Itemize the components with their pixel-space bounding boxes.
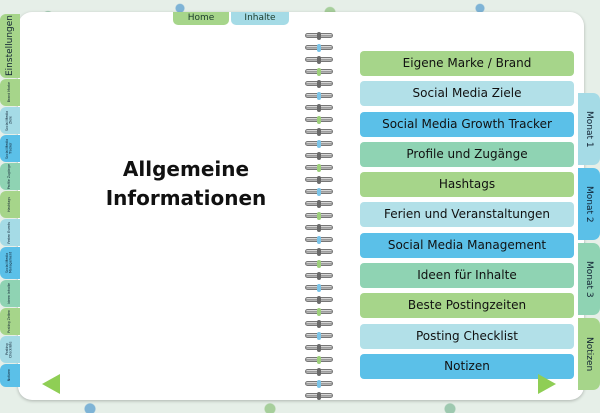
spiral-ring xyxy=(302,188,336,196)
spiral-ring xyxy=(302,260,336,268)
spiral-ring xyxy=(302,380,336,388)
spiral-ring xyxy=(302,200,336,208)
spiral-ring xyxy=(302,272,336,280)
left-tab-9[interactable] xyxy=(0,280,20,307)
menu-button-10[interactable]: Posting Checklist xyxy=(360,324,574,349)
spiral-ring xyxy=(302,116,336,124)
spiral-ring xyxy=(302,332,336,340)
menu-button-11[interactable]: Notizen xyxy=(360,354,574,379)
left-tab-label: Hashtags xyxy=(7,197,12,212)
section-menu xyxy=(360,51,574,384)
left-tab-8[interactable] xyxy=(0,247,20,279)
left-tab-3[interactable] xyxy=(0,107,20,134)
right-tab-label: Monat 1 xyxy=(584,110,594,148)
right-tab-1[interactable] xyxy=(578,93,600,165)
spiral-ring xyxy=(302,344,336,352)
left-tab-label: Ideen Inhalte xyxy=(7,283,12,304)
menu-button-2[interactable]: Social Media Ziele xyxy=(360,81,574,106)
spiral-ring xyxy=(302,56,336,64)
left-tab-5[interactable] xyxy=(0,163,20,190)
menu-button-6[interactable]: Ferien und Veranstaltungen xyxy=(360,202,574,227)
menu-button-3[interactable]: Social Media Growth Tracker xyxy=(360,112,574,137)
spiral-ring xyxy=(302,308,336,316)
left-tab-bar xyxy=(0,14,20,388)
right-tab-3[interactable] xyxy=(578,243,600,315)
left-tab-10[interactable] xyxy=(0,308,20,335)
left-tab-label: Einstellungen xyxy=(5,15,15,77)
spiral-binding xyxy=(302,32,336,404)
spiral-ring xyxy=(302,128,336,136)
left-tab-7[interactable] xyxy=(0,219,20,246)
left-tab-11[interactable] xyxy=(0,336,20,363)
spiral-ring xyxy=(302,80,336,88)
left-tab-label: Posting Checkliste xyxy=(5,341,13,358)
right-tab-2[interactable] xyxy=(578,168,600,240)
left-tab-6[interactable] xyxy=(0,191,20,218)
planner-page xyxy=(18,12,584,400)
spiral-ring xyxy=(302,44,336,52)
tab-inhalte[interactable]: Inhalte xyxy=(231,12,289,25)
spiral-ring xyxy=(302,296,336,304)
left-tab-2[interactable] xyxy=(0,79,20,106)
spiral-ring xyxy=(302,392,336,400)
spiral-ring xyxy=(302,320,336,328)
spiral-ring xyxy=(302,356,336,364)
left-tab-label: Notizen xyxy=(7,369,12,382)
left-tab-label: Brand Marke xyxy=(7,82,12,103)
left-tab-label: Profile Zugänge xyxy=(7,163,12,190)
left-tab-4[interactable] xyxy=(0,135,20,162)
right-tab-label: Monat 2 xyxy=(584,185,594,223)
arrow-right-icon[interactable] xyxy=(538,374,556,394)
spiral-ring xyxy=(302,68,336,76)
spiral-ring xyxy=(302,32,336,40)
left-tab-label: Posting Zeiten xyxy=(7,310,12,333)
menu-button-8[interactable]: Ideen für Inhalte xyxy=(360,263,574,288)
page-title: Allgemeine Informationen xyxy=(105,157,267,210)
spiral-ring xyxy=(302,284,336,292)
spiral-ring xyxy=(302,176,336,184)
right-tab-4[interactable] xyxy=(578,318,600,390)
right-tab-label: Monat 3 xyxy=(584,260,594,298)
left-tab-label: Social Media Ziele xyxy=(5,110,13,131)
left-tab-label: Social Media Management xyxy=(5,252,13,274)
left-tab-label: Ferien Events xyxy=(7,221,12,244)
left-tab-label: Social Media Tracker xyxy=(5,138,13,159)
spiral-ring xyxy=(302,92,336,100)
spiral-ring xyxy=(302,248,336,256)
tab-home[interactable]: Home xyxy=(173,12,229,25)
menu-button-7[interactable]: Social Media Management xyxy=(360,233,574,258)
menu-button-1[interactable]: Eigene Marke / Brand xyxy=(360,51,574,76)
left-tab-1[interactable] xyxy=(0,14,20,78)
spiral-ring xyxy=(302,140,336,148)
menu-button-5[interactable]: Hashtags xyxy=(360,172,574,197)
spiral-ring xyxy=(302,164,336,172)
menu-button-4[interactable]: Profile und Zugänge xyxy=(360,142,574,167)
right-tab-label: Notizen xyxy=(584,336,594,372)
spiral-ring xyxy=(302,152,336,160)
spiral-ring xyxy=(302,236,336,244)
spiral-ring xyxy=(302,212,336,220)
left-tab-12[interactable] xyxy=(0,364,20,387)
spiral-ring xyxy=(302,224,336,232)
top-tabs xyxy=(173,12,289,26)
spiral-ring xyxy=(302,368,336,376)
arrow-left-icon[interactable] xyxy=(42,374,60,394)
right-tab-bar xyxy=(578,93,600,393)
menu-button-9[interactable]: Beste Postingzeiten xyxy=(360,293,574,318)
spiral-ring xyxy=(302,104,336,112)
